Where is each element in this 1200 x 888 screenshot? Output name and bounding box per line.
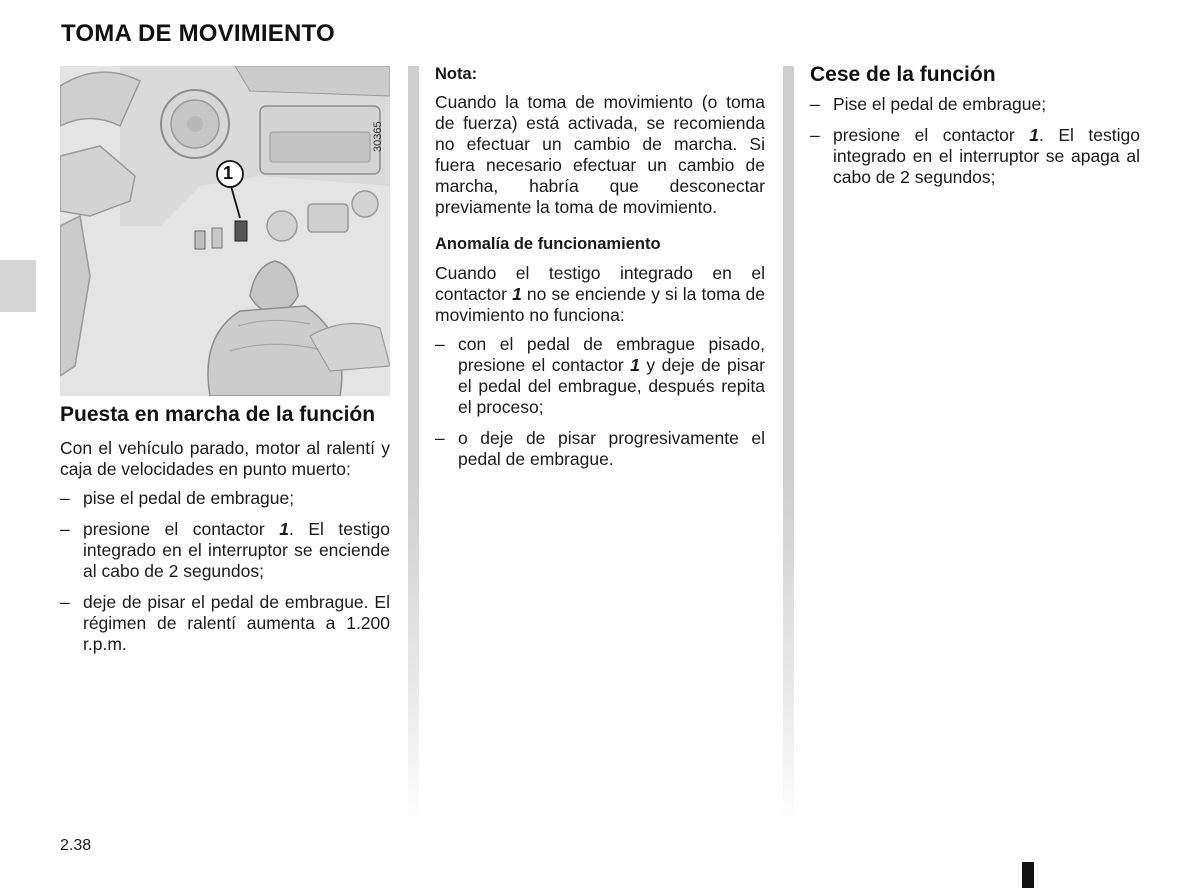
anomaly-steps: [435, 334, 765, 470]
callout-number: 1: [223, 163, 234, 183]
chapter-tab: [0, 260, 36, 312]
anomaly-intro: Cuando el testigo integrado en el contactor 1 no se enciende y si la toma de movimiento no funciona:: [435, 263, 765, 325]
anomaly-heading: Anomalía de funcionamiento: [435, 235, 661, 253]
start-intro: Con el vehículo parado, motor al ralentí y caja de velocidades en punto muerto:: [60, 438, 390, 479]
middle-column: [435, 64, 765, 480]
dashboard-drawing: [60, 66, 390, 396]
stop-steps: [810, 94, 1140, 188]
list-item: – presione el contactor 1. El testigo integrado en el interruptor se apaga al cabo de 2 segundos;: [810, 125, 1140, 187]
list-item: – pise el pedal de embrague;: [60, 488, 295, 508]
section-heading-stop: Cese de la función: [810, 63, 996, 86]
list-item: – o deje de pisar progresivamente el pedal de embrague.: [435, 428, 765, 469]
note-label: Nota:: [435, 65, 478, 83]
figure-code: 30365: [372, 121, 384, 152]
list-item: – deje de pisar el pedal de embrague. El régimen de ralentí aumenta a 1.200 r.p.m.: [60, 592, 390, 654]
left-column: [60, 402, 390, 665]
list-item: – con el pedal de embrague pisado, presione el contactor 1 y deje de pisar el pedal del embrague, después repita el proceso;: [435, 334, 765, 417]
right-column: [810, 62, 1140, 198]
note-text: Cuando la toma de movimiento (o toma de fuerza) está activada, se recomienda no efectuar un cambio de marcha. Si fuera necesario efectuar un cambio de marcha, habría que desconectar previamente la toma de movimiento.: [435, 92, 765, 217]
list-item: – presione el contactor 1. El testigo integrado en el interruptor se enciende al cabo de 2 segundos;: [60, 519, 390, 581]
list-item: – Pise el pedal de embrague;: [810, 94, 1047, 114]
page-edge-mark: [1022, 862, 1034, 888]
column-divider-left: [408, 66, 419, 826]
figure-code-wrap: [372, 112, 386, 152]
start-steps: [60, 488, 390, 655]
section-heading-start: Puesta en marcha de la función: [60, 403, 376, 426]
column-divider-right: [783, 66, 794, 826]
dashboard-illustration: [60, 66, 390, 396]
page-number: 2.38: [60, 837, 92, 854]
page-title: TOMA DE MOVIMIENTO: [61, 20, 335, 47]
